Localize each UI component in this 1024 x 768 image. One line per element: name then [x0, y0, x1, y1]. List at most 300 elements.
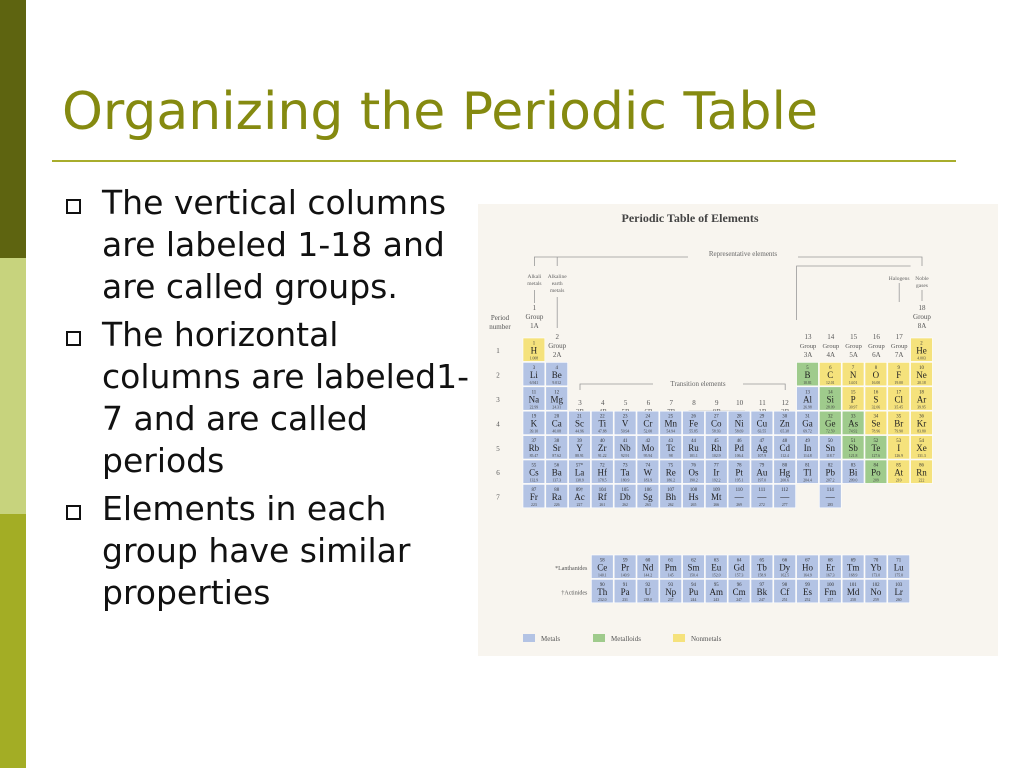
atomic-number: 35: [896, 414, 902, 420]
bullet-item: [64, 182, 474, 308]
element-symbol: —: [734, 491, 744, 502]
atomic-mass: 118.7: [826, 454, 835, 459]
group-number: 9: [715, 399, 719, 407]
atomic-number: 102: [872, 582, 880, 588]
legend-swatch: [673, 634, 685, 642]
atomic-number: 90: [599, 582, 605, 588]
element-symbol: F: [896, 369, 902, 380]
element-symbol: Cl: [894, 394, 903, 405]
element-symbol: B: [804, 369, 811, 380]
element-symbol: Sc: [575, 418, 584, 429]
group-sub: 2A: [552, 351, 562, 359]
element-symbol: Bi: [848, 467, 858, 478]
atomic-mass: 162.5: [780, 573, 789, 578]
element-symbol: Ra: [551, 491, 562, 502]
element-symbol: Mo: [641, 443, 655, 454]
element-symbol: Mt: [711, 491, 722, 502]
element-symbol: Ar: [916, 394, 927, 405]
atomic-number: 91: [622, 582, 628, 588]
element-symbol: P: [850, 394, 856, 405]
element-symbol: Np: [665, 586, 677, 597]
atomic-number: 14: [827, 390, 833, 396]
atomic-mass: 178.5: [598, 478, 607, 483]
group-word: Group: [799, 343, 817, 350]
bullet-text: The vertical columns are labeled 1-18 and are called groups.: [102, 183, 447, 306]
atomic-number: 23: [622, 414, 628, 420]
atomic-number: 64: [736, 558, 742, 564]
period-number: 7: [496, 493, 500, 502]
atomic-mass: 210: [895, 478, 902, 483]
bullet-text: The horizontal columns are labeled1-7 and are called periods: [102, 315, 469, 480]
atomic-number: 4: [555, 365, 558, 371]
atomic-mass: 44.96: [575, 429, 584, 434]
element-symbol: Cm: [732, 586, 746, 597]
side-bar-light: [0, 258, 26, 514]
atomic-number: 15: [850, 390, 856, 396]
element-symbol: Br: [894, 418, 904, 429]
element-symbol: Re: [665, 467, 676, 478]
group-13-bracket: [797, 266, 911, 320]
group-number: 17: [895, 333, 903, 341]
family-label: Alkali: [527, 274, 542, 280]
atomic-mass: 257: [827, 597, 834, 602]
element-symbol: Tc: [666, 443, 676, 454]
atomic-number: 92: [645, 582, 651, 588]
atomic-number: 111: [758, 487, 766, 493]
atomic-number: 9: [897, 365, 900, 371]
period-number: 6: [496, 469, 500, 478]
element-symbol: Ga: [802, 418, 813, 429]
atomic-number: 107: [667, 487, 675, 493]
atomic-number: 112: [781, 487, 789, 493]
atomic-number: 26: [691, 414, 696, 420]
atomic-mass: 32.06: [871, 405, 881, 410]
element-symbol: Au: [756, 467, 768, 478]
atomic-number: 76: [691, 463, 696, 469]
element-symbol: Ba: [551, 467, 562, 478]
atomic-mass: 131.3: [917, 454, 926, 459]
element-symbol: Se: [871, 418, 881, 429]
atomic-mass: 65.38: [780, 429, 789, 434]
atomic-mass: 137.3: [552, 478, 561, 483]
atomic-mass: 277: [781, 502, 788, 507]
element-symbol: Mg: [550, 394, 563, 405]
atomic-mass: 152.0: [712, 573, 721, 578]
element-symbol: Li: [529, 369, 538, 380]
atomic-number: 58: [599, 558, 605, 564]
atomic-mass: 87.62: [552, 454, 561, 459]
element-symbol: Tm: [846, 562, 860, 573]
atomic-number: 79: [759, 463, 765, 469]
element-symbol: Si: [826, 394, 835, 405]
element-symbol: Mn: [664, 418, 677, 429]
atomic-number: 86: [919, 463, 924, 469]
atomic-number: 27: [713, 414, 719, 420]
atomic-number: 20: [554, 414, 560, 420]
element-symbol: Zn: [779, 418, 790, 429]
atomic-number: 33: [850, 414, 856, 420]
element-symbol: Zr: [598, 443, 607, 454]
group-word: Group: [890, 343, 908, 350]
element-symbol: U: [644, 586, 652, 597]
atomic-number: 16: [873, 390, 879, 396]
atomic-mass: 157.3: [734, 573, 744, 578]
atomic-number: 30: [782, 414, 788, 420]
period-number: 5: [496, 444, 500, 453]
element-symbol: Cf: [780, 586, 790, 597]
period-number: 3: [496, 396, 500, 404]
atomic-number: 22: [599, 414, 605, 420]
element-symbol: As: [848, 418, 859, 429]
legend-label: Metalloids: [611, 635, 641, 643]
group-sub: 4A: [826, 351, 836, 359]
atomic-number: 18: [919, 390, 924, 396]
atomic-mass: 26.98: [803, 405, 812, 410]
atomic-mass: 243: [713, 597, 720, 602]
atomic-mass: 92.91: [620, 454, 630, 459]
atomic-mass: 50.94: [620, 429, 630, 434]
atomic-number: 5: [806, 365, 809, 371]
element-symbol: Lr: [894, 586, 903, 597]
period-header: Period: [490, 314, 510, 322]
atomic-number: 80: [782, 463, 788, 469]
element-symbol: Cs: [529, 467, 539, 478]
atomic-number: 77: [713, 463, 719, 469]
element-symbol: Pt: [735, 467, 743, 478]
square-bullet-icon: [66, 505, 81, 520]
atomic-number: 82: [827, 463, 833, 469]
atomic-number: 85: [896, 463, 902, 469]
atomic-number: 70: [873, 558, 879, 564]
atomic-number: 110: [735, 487, 743, 493]
element-symbol: Nb: [619, 443, 631, 454]
atomic-number: 62: [691, 558, 696, 564]
atomic-number: 1: [532, 341, 536, 347]
atomic-number: 39: [577, 439, 582, 445]
atomic-number: 19: [531, 414, 537, 420]
atomic-number: 104: [598, 487, 606, 493]
atomic-mass: 247: [759, 597, 765, 602]
atomic-mass: 88.91: [575, 454, 584, 459]
atomic-number: 74: [645, 463, 651, 469]
bullet-text: Elements in each group have similar properties: [102, 489, 411, 612]
group-number: 8: [692, 399, 696, 407]
atomic-number: 38: [554, 439, 560, 445]
atomic-number: 44: [691, 439, 696, 445]
atomic-number: 65: [759, 558, 765, 564]
atomic-mass: 247: [736, 597, 742, 602]
atomic-mass: 85.47: [529, 454, 539, 459]
group-sub: 8A: [917, 322, 927, 330]
atomic-mass: 102.9: [712, 454, 721, 459]
atomic-mass: 263: [645, 502, 651, 507]
element-symbol: Cd: [779, 443, 790, 454]
element-symbol: Am: [709, 586, 724, 597]
element-symbol: Tl: [803, 467, 812, 478]
atomic-number: 63: [713, 558, 719, 564]
atomic-number: 31: [805, 414, 810, 420]
atomic-number: 40: [599, 439, 605, 445]
atomic-number: 25: [668, 414, 674, 420]
atomic-mass: 183.9: [643, 478, 653, 483]
atomic-number: 2: [920, 341, 923, 347]
atomic-mass: 272: [759, 502, 765, 507]
atomic-mass: 30.97: [848, 405, 858, 410]
atomic-number: 68: [827, 558, 833, 564]
group-number: 2: [555, 333, 559, 341]
atomic-mass: 232.0: [598, 597, 607, 602]
atomic-number: 103: [895, 582, 903, 588]
group-word: Group: [822, 343, 840, 350]
group-word: Group: [525, 313, 544, 321]
atomic-number: 55: [531, 463, 537, 469]
atomic-mass: 262: [667, 502, 674, 507]
atomic-mass: 167.3: [826, 573, 835, 578]
atomic-mass: 19.00: [894, 380, 903, 385]
group-number: 11: [759, 399, 766, 407]
element-symbol: Db: [619, 491, 631, 502]
element-symbol: Fr: [529, 491, 538, 502]
atomic-number: 24: [645, 414, 651, 420]
atomic-mass: 40.08: [552, 429, 561, 434]
atomic-mass: 114.8: [803, 454, 812, 459]
atomic-mass: 55.85: [689, 429, 698, 434]
element-symbol: In: [803, 443, 812, 454]
period-number: 2: [496, 371, 500, 380]
atomic-mass: 173.0: [871, 573, 881, 578]
group-sub: 7A: [894, 351, 904, 359]
atomic-mass: 16.00: [871, 380, 881, 385]
atomic-mass: 20.18: [917, 380, 926, 385]
atomic-mass: 74.92: [848, 429, 858, 434]
group-sub: 6A: [872, 351, 881, 359]
element-symbol: Sm: [687, 562, 700, 573]
atomic-number: 37: [531, 439, 537, 445]
element-symbol: H: [530, 345, 538, 356]
atomic-mass: 204.4: [803, 478, 812, 483]
atomic-mass: 69.72: [803, 429, 812, 434]
element-symbol: Tb: [756, 562, 767, 573]
atomic-mass: 79.90: [894, 429, 903, 434]
element-symbol: Be: [551, 369, 562, 380]
element-symbol: —: [757, 491, 767, 502]
side-bar-olive: [0, 514, 26, 768]
atomic-number: 43: [668, 439, 674, 445]
atomic-mass: 145: [667, 573, 674, 578]
element-symbol: Bk: [756, 586, 768, 597]
group-number: 5: [623, 399, 628, 407]
atomic-mass: 6.941: [529, 380, 539, 385]
atomic-mass: 258: [850, 597, 856, 602]
atomic-mass: 107.9: [757, 454, 767, 459]
atomic-mass: 195.1: [734, 478, 744, 483]
element-symbol: Fe: [689, 418, 698, 429]
side-bar-dark: [0, 0, 26, 258]
element-symbol: Bh: [665, 491, 676, 502]
atomic-mass: 126.9: [894, 454, 903, 459]
halogens-label: Halogens: [888, 276, 910, 282]
element-symbol: Nd: [642, 562, 654, 573]
element-symbol: Ta: [620, 467, 630, 478]
atomic-number: 105: [621, 487, 629, 493]
atomic-mass: 121.8: [848, 454, 858, 459]
atomic-mass: 35.45: [894, 405, 903, 410]
atomic-number: 3: [532, 365, 536, 371]
atomic-mass: 238.0: [643, 597, 653, 602]
element-symbol: Hg: [779, 467, 791, 478]
period-header: number: [489, 323, 511, 331]
element-symbol: N: [849, 369, 857, 380]
element-symbol: He: [916, 345, 927, 356]
element-symbol: Eu: [711, 562, 722, 573]
atomic-mass: 14.01: [848, 380, 858, 385]
atomic-mass: 98: [668, 454, 673, 459]
group-number: 3: [578, 399, 582, 407]
atomic-mass: 222: [918, 478, 925, 483]
atomic-mass: 223: [531, 502, 537, 507]
element-symbol: Kr: [916, 418, 927, 429]
group-sub: 1A: [530, 322, 539, 330]
atomic-number: 49: [805, 439, 810, 445]
atomic-number: 73: [622, 463, 628, 469]
atomic-number: 6: [829, 365, 832, 371]
atomic-number: 109: [712, 487, 720, 493]
representative-elements-label: Representative elements: [708, 250, 778, 258]
atomic-mass: 95.94: [643, 454, 653, 459]
atomic-mass: 164.9: [803, 573, 812, 578]
actinides-label: †Actinides: [561, 590, 588, 597]
atomic-mass: 58.93: [712, 429, 721, 434]
atomic-mass: 180.9: [620, 478, 630, 483]
element-symbol: Hf: [597, 467, 608, 478]
group-sub: 3A: [803, 351, 813, 359]
element-symbol: Hs: [688, 491, 699, 502]
element-symbol: Ge: [825, 418, 836, 429]
element-symbol: No: [870, 586, 882, 597]
legend-label: Metals: [541, 635, 561, 643]
atomic-mass: 200.6: [780, 478, 789, 483]
element-symbol: Ti: [598, 418, 607, 429]
element-symbol: La: [574, 467, 585, 478]
atomic-number: 95: [713, 582, 719, 588]
atomic-number: 47: [759, 439, 765, 445]
atomic-mass: 4.003: [917, 356, 926, 361]
bullet-item: [64, 488, 474, 614]
element-symbol: Pu: [688, 586, 699, 597]
atomic-number: 32: [827, 414, 833, 420]
element-symbol: Cu: [756, 418, 768, 429]
family-label: earth: [551, 281, 563, 287]
atomic-mass: 190.2: [689, 478, 698, 483]
figure-title: Periodic Table of Elements: [621, 211, 759, 225]
atomic-mass: 78.96: [871, 429, 881, 434]
atomic-number: 88: [554, 487, 560, 493]
atomic-number: 42: [645, 439, 651, 445]
atomic-mass: 207.2: [826, 478, 835, 483]
atomic-mass: 260: [895, 597, 902, 602]
element-symbol: Gd: [733, 562, 745, 573]
legend-swatch: [593, 634, 605, 642]
bullet-item: [64, 314, 474, 482]
element-symbol: Pb: [825, 467, 836, 478]
atomic-mass: 285: [827, 502, 834, 507]
atomic-number: 13: [805, 390, 810, 396]
noble-gases-label: Noble: [915, 276, 929, 282]
element-symbol: Es: [803, 586, 812, 597]
element-symbol: Th: [597, 586, 608, 597]
atomic-number: 21: [577, 414, 582, 420]
element-symbol: Sn: [825, 443, 836, 454]
element-symbol: Sr: [552, 443, 561, 454]
atomic-number: 28: [736, 414, 742, 420]
element-symbol: Er: [826, 562, 835, 573]
atomic-mass: 265: [690, 502, 697, 507]
atomic-number: 81: [805, 463, 810, 469]
atomic-number: 83: [850, 463, 856, 469]
group-word: Group: [868, 343, 885, 350]
atomic-number: 10: [919, 365, 924, 371]
atomic-mass: 1.008: [529, 356, 539, 361]
element-symbol: S: [873, 394, 879, 405]
atomic-mass: 112.4: [780, 454, 789, 459]
atomic-number: 52: [873, 439, 879, 445]
atomic-mass: 209.0: [848, 478, 858, 483]
atomic-number: 89†: [575, 487, 584, 493]
square-bullet-icon: [66, 331, 81, 346]
atomic-mass: 101.1: [689, 454, 698, 459]
element-symbol: Lu: [893, 562, 904, 573]
atomic-number: 60: [645, 558, 651, 564]
element-symbol: K: [530, 418, 538, 429]
family-label: metals: [527, 281, 542, 287]
atomic-mass: 251: [781, 597, 788, 602]
atomic-number: 54: [919, 439, 924, 445]
atomic-mass: 58.69: [734, 429, 744, 434]
element-symbol: Ir: [713, 467, 720, 478]
period-number: 1: [496, 347, 500, 356]
atomic-mass: 262: [622, 502, 628, 507]
atomic-mass: 227: [576, 502, 583, 507]
atomic-mass: 186.2: [666, 478, 675, 483]
group-number: 15: [850, 333, 858, 341]
atomic-mass: 39.10: [529, 429, 539, 434]
atomic-number: 8: [874, 365, 878, 371]
atomic-number: 72: [599, 463, 605, 469]
atomic-mass: 138.9: [575, 478, 584, 483]
element-symbol: W: [643, 467, 653, 478]
element-symbol: Xe: [916, 443, 927, 454]
element-symbol: Ca: [551, 418, 562, 429]
group-number: 4: [601, 399, 605, 407]
element-symbol: Ni: [734, 418, 744, 429]
legend-swatch: [523, 634, 535, 642]
atomic-mass: 39.95: [917, 405, 926, 410]
atomic-number: 94: [691, 582, 696, 588]
atomic-number: 98: [782, 582, 788, 588]
atomic-mass: 244: [690, 597, 697, 602]
atomic-mass: 52.00: [643, 429, 653, 434]
atomic-number: 45: [713, 439, 719, 445]
atomic-number: 97: [759, 582, 765, 588]
element-symbol: Ac: [574, 491, 585, 502]
group-word: Group: [548, 342, 567, 350]
lanthanides-label: *Lanthanides: [555, 566, 588, 573]
element-symbol: I: [897, 443, 901, 454]
group-sub: 5A: [849, 351, 858, 359]
transition-elements-label: Transition elements: [670, 380, 726, 388]
atomic-mass: 10.81: [803, 380, 812, 385]
atomic-mass: 91.22: [598, 454, 607, 459]
